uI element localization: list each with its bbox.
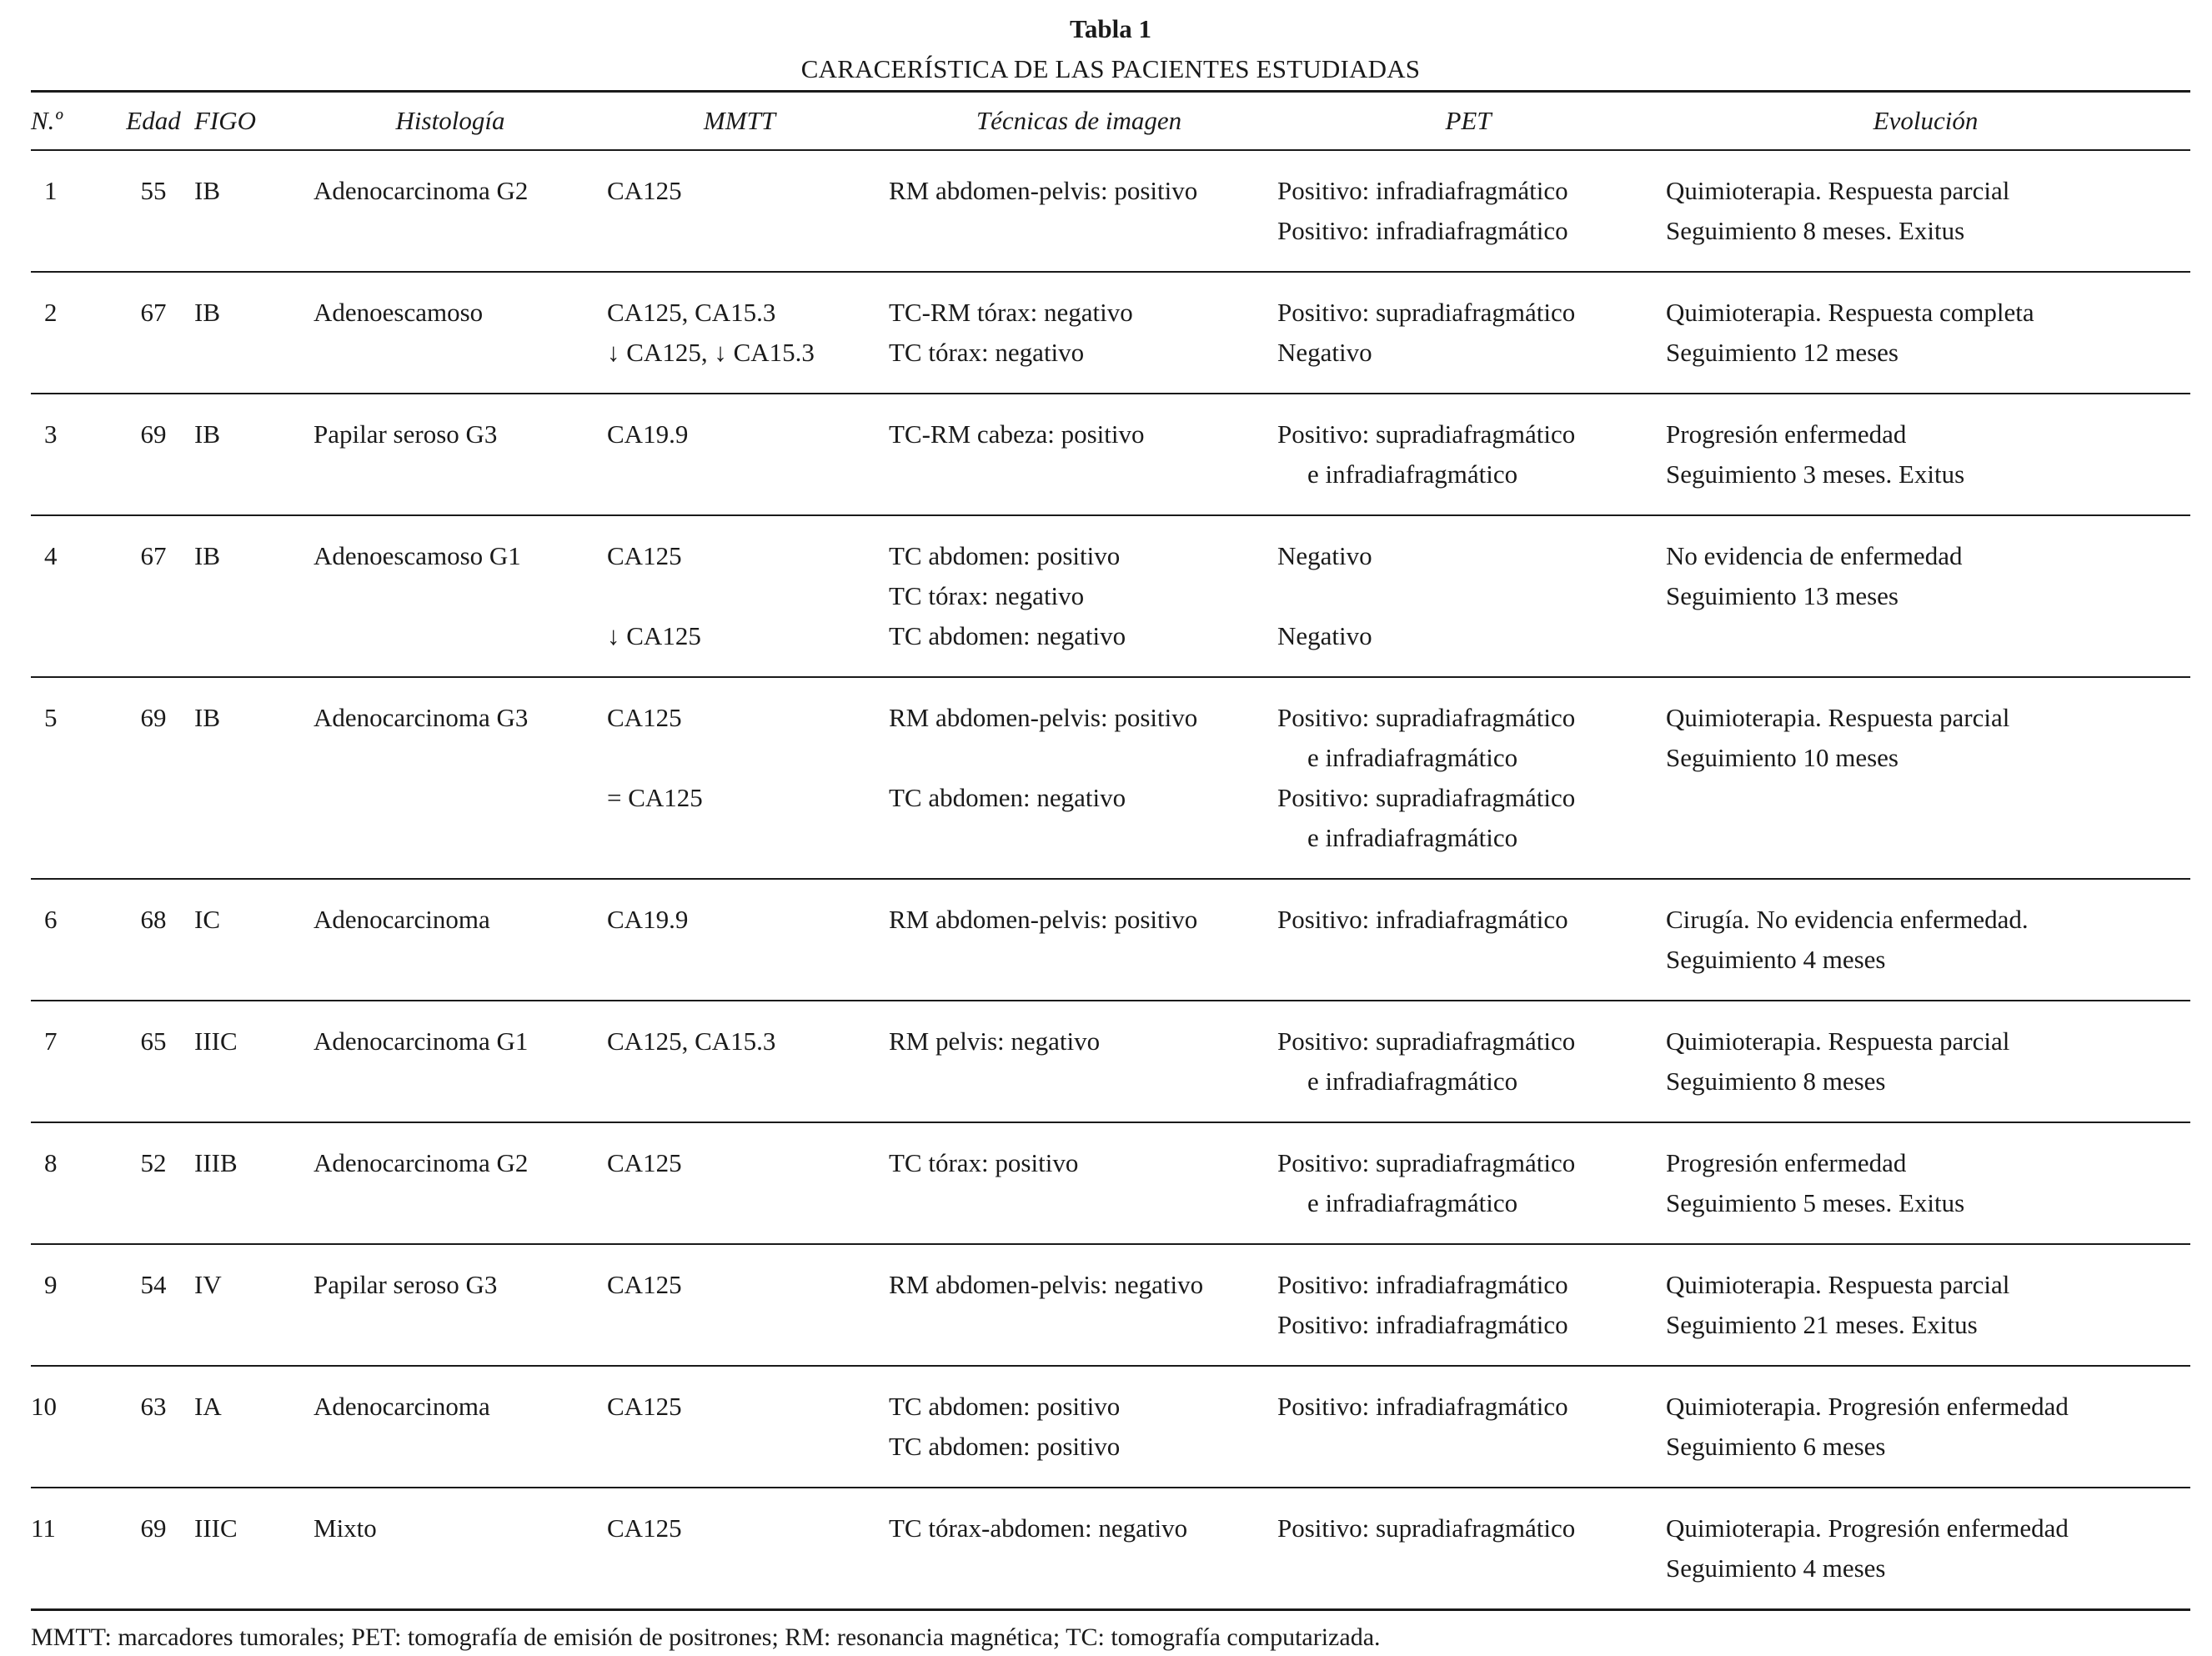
cell-mmtt: [597, 150, 882, 272]
cell-line: CA19.9: [607, 904, 689, 934]
cell-histologia: Adenocarcinoma: [303, 1366, 597, 1488]
cell-edad: 54: [114, 1244, 193, 1366]
cell-line: TC abdomen: positivo: [889, 540, 1121, 570]
cell-line: Quimioterapia. Respuesta parcial: [1666, 702, 2010, 732]
cell-tecnicas: [882, 150, 1276, 272]
cell-line: Seguimiento 3 meses. Exitus: [1666, 459, 1965, 489]
cell-line: TC abdomen: positivo: [889, 1431, 1121, 1461]
cell-evolucion: [1661, 150, 2190, 272]
cell-figo: IIIB: [193, 1122, 303, 1244]
table-footnote: MMTT: marcadores tumorales; PET: tomografía de emisión de positrones; RM: resonancia magnética; TC: tomografía computarizada.: [31, 1623, 1381, 1651]
cell-line: TC abdomen: negativo: [889, 620, 1126, 650]
cell-line: [889, 738, 1276, 778]
cell-line: e infradiafragmático: [1307, 1066, 1518, 1096]
cell-pet: [1276, 1001, 1661, 1122]
cell-line: Seguimiento 4 meses: [1666, 944, 1886, 974]
cell-histologia: Mixto: [303, 1488, 597, 1610]
cell-line: Seguimiento 4 meses: [1666, 1553, 1886, 1583]
cell-histologia: Adenocarcinoma: [303, 879, 597, 1001]
cell-line: ↓ CA125: [607, 620, 701, 650]
cell-line: RM pelvis: negativo: [889, 1026, 1101, 1056]
cell-line: TC tórax: negativo: [889, 337, 1085, 367]
cell-figo: IB: [193, 515, 303, 677]
table-row: [31, 394, 2190, 515]
cell-pet: [1276, 272, 1661, 394]
cell-mmtt: [597, 677, 882, 879]
header-mmtt: MMTT: [597, 92, 882, 150]
cell-figo: IA: [193, 1366, 303, 1488]
header-pet: PET: [1276, 92, 1661, 150]
cell-histologia: Adenoescamoso: [303, 272, 597, 394]
cell-edad: 65: [114, 1001, 193, 1122]
cell-histologia: Adenocarcinoma G2: [303, 150, 597, 272]
table-row: [31, 150, 2190, 272]
cell-line: Negativo: [1277, 337, 1372, 367]
cell-line: ↓ CA125, ↓ CA15.3: [607, 337, 815, 367]
cell-tecnicas: [882, 1366, 1276, 1488]
cell-line: Seguimiento 8 meses. Exitus: [1666, 215, 1965, 245]
cell-line: TC tórax: positivo: [889, 1147, 1079, 1177]
cell-line: e infradiafragmático: [1307, 742, 1518, 772]
cell-line: Positivo: supradiafragmático: [1277, 782, 1576, 812]
cell-line: Positivo: supradiafragmático: [1277, 1513, 1576, 1543]
cell-line: CA19.9: [607, 419, 689, 449]
cell-line: Positivo: supradiafragmático: [1277, 297, 1576, 327]
cell-pet: [1276, 1488, 1661, 1610]
cell-line: [607, 738, 882, 778]
cell-line: Positivo: supradiafragmático: [1277, 702, 1576, 732]
cell-pet: [1276, 394, 1661, 515]
cell-line: RM abdomen-pelvis: positivo: [889, 175, 1198, 205]
cell-line: Quimioterapia. Respuesta completa: [1666, 297, 2034, 327]
cell-line: RM abdomen-pelvis: positivo: [889, 702, 1198, 732]
cell-edad: 69: [114, 394, 193, 515]
cell-mmtt: [597, 1488, 882, 1610]
cell-line: Positivo: infradiafragmático: [1277, 1269, 1568, 1299]
cell-mmtt: [597, 394, 882, 515]
cell-figo: IB: [193, 272, 303, 394]
cell-line: RM abdomen-pelvis: positivo: [889, 904, 1198, 934]
cell-num: 5: [31, 677, 114, 879]
cell-line: CA125: [607, 1391, 682, 1421]
cell-pet: [1276, 879, 1661, 1001]
header-evolucion: Evolución: [1661, 92, 2190, 150]
cell-mmtt: [597, 879, 882, 1001]
cell-line: TC tórax: negativo: [889, 580, 1085, 610]
cell-figo: IB: [193, 394, 303, 515]
cell-line: CA125: [607, 1269, 682, 1299]
cell-line: CA125: [607, 1513, 682, 1543]
table-title: Tabla 1: [1070, 14, 1151, 43]
table-row: [31, 1122, 2190, 1244]
cell-mmtt: [597, 1366, 882, 1488]
cell-edad: 69: [114, 1488, 193, 1610]
cell-line: CA125: [607, 175, 682, 205]
cell-evolucion: [1661, 272, 2190, 394]
table-row: [31, 677, 2190, 879]
header-num: N.º: [31, 92, 114, 150]
cell-tecnicas: [882, 515, 1276, 677]
cell-line: Seguimiento 6 meses: [1666, 1431, 1886, 1461]
cell-tecnicas: [882, 1488, 1276, 1610]
cell-pet: [1276, 515, 1661, 677]
cell-line: Positivo: supradiafragmático: [1277, 1147, 1576, 1177]
cell-mmtt: [597, 1122, 882, 1244]
cell-figo: IIIC: [193, 1488, 303, 1610]
cell-pet: [1276, 1122, 1661, 1244]
cell-line: = CA125: [607, 782, 703, 812]
cell-line: Quimioterapia. Progresión enfermedad: [1666, 1391, 2069, 1421]
cell-mmtt: [597, 515, 882, 677]
cell-line: CA125, CA15.3: [607, 1026, 776, 1056]
cell-figo: IB: [193, 150, 303, 272]
cell-line: e infradiafragmático: [1307, 822, 1518, 852]
cell-line: TC-RM tórax: negativo: [889, 297, 1133, 327]
cell-edad: 63: [114, 1366, 193, 1488]
table-row: [31, 1001, 2190, 1122]
cell-line: Positivo: infradiafragmático: [1277, 215, 1568, 245]
cell-line: Quimioterapia. Respuesta parcial: [1666, 175, 2010, 205]
cell-edad: 67: [114, 272, 193, 394]
cell-histologia: Papilar seroso G3: [303, 1244, 597, 1366]
cell-line: Seguimiento 5 meses. Exitus: [1666, 1187, 1965, 1217]
cell-num: 2: [31, 272, 114, 394]
cell-line: CA125, CA15.3: [607, 297, 776, 327]
cell-evolucion: [1661, 879, 2190, 1001]
table-row: [31, 1488, 2190, 1610]
cell-pet: [1276, 1244, 1661, 1366]
cell-line: Quimioterapia. Respuesta parcial: [1666, 1269, 2010, 1299]
cell-line: Positivo: supradiafragmático: [1277, 419, 1576, 449]
cell-line: Positivo: infradiafragmático: [1277, 1391, 1568, 1421]
cell-histologia: Adenocarcinoma G3: [303, 677, 597, 879]
cell-line: Quimioterapia. Progresión enfermedad: [1666, 1513, 2069, 1543]
cell-pet: [1276, 1366, 1661, 1488]
table-figure: [31, 10, 2190, 1656]
cell-evolucion: [1661, 677, 2190, 879]
cell-tecnicas: [882, 677, 1276, 879]
header-figo: FIGO: [193, 92, 303, 150]
cell-histologia: Adenocarcinoma G2: [303, 1122, 597, 1244]
cell-num: 10: [31, 1366, 114, 1488]
cell-line: [1277, 576, 1661, 616]
cell-line: e infradiafragmático: [1307, 1187, 1518, 1217]
cell-line: Positivo: infradiafragmático: [1277, 904, 1568, 934]
cell-line: e infradiafragmático: [1307, 459, 1518, 489]
cell-num: 3: [31, 394, 114, 515]
cell-tecnicas: [882, 879, 1276, 1001]
table-row: [31, 272, 2190, 394]
cell-histologia: Adenoescamoso G1: [303, 515, 597, 677]
cell-line: TC-RM cabeza: positivo: [889, 419, 1145, 449]
cell-line: Negativo: [1277, 620, 1372, 650]
cell-edad: 55: [114, 150, 193, 272]
cell-line: Negativo: [1277, 540, 1372, 570]
cell-evolucion: [1661, 1366, 2190, 1488]
cell-evolucion: [1661, 1488, 2190, 1610]
header-edad: Edad: [114, 92, 193, 150]
cell-tecnicas: [882, 394, 1276, 515]
cell-num: 11: [31, 1488, 114, 1610]
table-row: [31, 879, 2190, 1001]
cell-edad: 67: [114, 515, 193, 677]
cell-line: TC abdomen: positivo: [889, 1391, 1121, 1421]
cell-evolucion: [1661, 394, 2190, 515]
cell-num: 4: [31, 515, 114, 677]
cell-num: 6: [31, 879, 114, 1001]
cell-evolucion: [1661, 515, 2190, 677]
cell-histologia: Papilar seroso G3: [303, 394, 597, 515]
cell-edad: 68: [114, 879, 193, 1001]
cell-line: Positivo: infradiafragmático: [1277, 1309, 1568, 1339]
cell-tecnicas: [882, 272, 1276, 394]
cell-edad: 52: [114, 1122, 193, 1244]
cell-line: Seguimiento 10 meses: [1666, 742, 1899, 772]
cell-num: 8: [31, 1122, 114, 1244]
cell-figo: IC: [193, 879, 303, 1001]
cell-line: Seguimiento 21 meses. Exitus: [1666, 1309, 1978, 1339]
header-histologia: Histología: [303, 92, 597, 150]
cell-line: TC tórax-abdomen: negativo: [889, 1513, 1188, 1543]
cell-line: Positivo: supradiafragmático: [1277, 1026, 1576, 1056]
cell-figo: IV: [193, 1244, 303, 1366]
cell-evolucion: [1661, 1122, 2190, 1244]
cell-tecnicas: [882, 1244, 1276, 1366]
cell-pet: [1276, 150, 1661, 272]
cell-figo: IIIC: [193, 1001, 303, 1122]
cell-line: CA125: [607, 702, 682, 732]
cell-evolucion: [1661, 1244, 2190, 1366]
cell-tecnicas: [882, 1122, 1276, 1244]
cell-line: Quimioterapia. Respuesta parcial: [1666, 1026, 2010, 1056]
cell-line: TC abdomen: negativo: [889, 782, 1126, 812]
cell-tecnicas: [882, 1001, 1276, 1122]
cell-line: Seguimiento 8 meses: [1666, 1066, 1886, 1096]
cell-histologia: Adenocarcinoma G1: [303, 1001, 597, 1122]
table-subtitle: CARACERÍSTICA DE LAS PACIENTES ESTUDIADAS: [800, 54, 1421, 83]
cell-figo: IB: [193, 677, 303, 879]
cell-mmtt: [597, 1244, 882, 1366]
cell-line: Progresión enfermedad: [1666, 419, 1907, 449]
cell-line: Cirugía. No evidencia enfermedad.: [1666, 904, 2029, 934]
cell-line: [607, 576, 882, 616]
cell-line: No evidencia de enfermedad: [1666, 540, 1963, 570]
cell-line: Seguimiento 13 meses: [1666, 580, 1899, 610]
cell-mmtt: [597, 1001, 882, 1122]
cell-evolucion: [1661, 1001, 2190, 1122]
table-body: [31, 150, 2190, 1610]
table-row: [31, 515, 2190, 677]
patients-table: [31, 90, 2190, 1611]
table-row: [31, 1244, 2190, 1366]
table-row: [31, 1366, 2190, 1488]
cell-line: CA125: [607, 540, 682, 570]
cell-line: CA125: [607, 1147, 682, 1177]
cell-line: Seguimiento 12 meses: [1666, 337, 1899, 367]
cell-num: 7: [31, 1001, 114, 1122]
cell-edad: 69: [114, 677, 193, 879]
cell-line: Positivo: infradiafragmático: [1277, 175, 1568, 205]
cell-pet: [1276, 677, 1661, 879]
cell-line: Progresión enfermedad: [1666, 1147, 1907, 1177]
cell-line: RM abdomen-pelvis: negativo: [889, 1269, 1204, 1299]
cell-mmtt: [597, 272, 882, 394]
cell-num: 1: [31, 150, 114, 272]
cell-num: 9: [31, 1244, 114, 1366]
header-row: [31, 92, 2190, 150]
header-tecnicas: Técnicas de imagen: [882, 92, 1276, 150]
